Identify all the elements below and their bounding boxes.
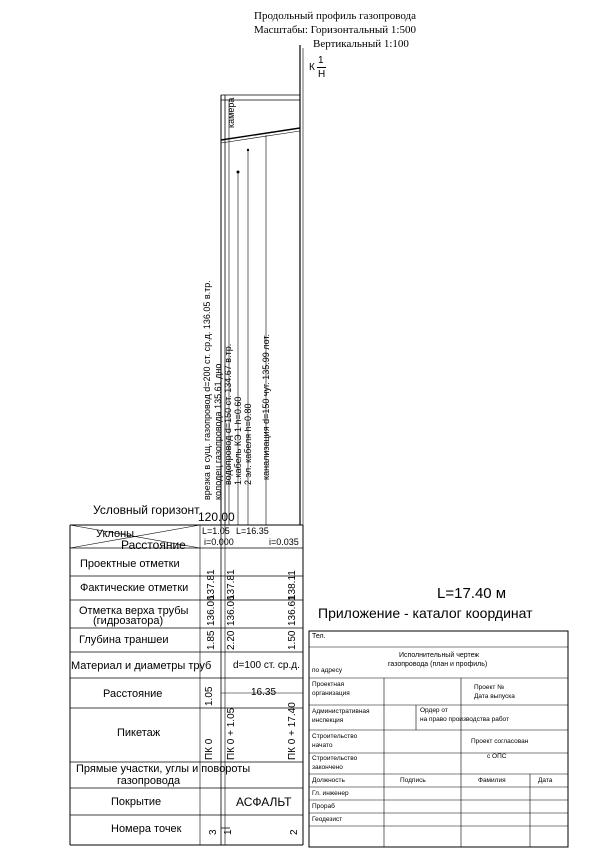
tb-order-1: Ордер от: [420, 707, 448, 714]
tb-admin-1: Административная: [312, 708, 370, 715]
depth-1: 1.85: [206, 630, 217, 650]
row-design-marks: Проектные отметки: [80, 558, 180, 570]
pipe-3: 136.61: [287, 595, 298, 626]
kh-num: 1: [318, 55, 324, 66]
row-slopes: Уклоны: [96, 528, 135, 540]
material-value: d=100 ст. ср.д.: [233, 660, 300, 671]
tb-col-surname: Фамилия: [478, 777, 506, 784]
scale-horizontal: Горизонтальный 1:500: [310, 24, 416, 36]
tb-order-2: на право производства работ: [420, 716, 509, 723]
actual-1: 137.81: [206, 569, 217, 600]
tb-build-end-1: Строительство: [312, 755, 358, 762]
tb-tel: Тел.: [312, 633, 326, 640]
row-actual-marks: Фактические отметки: [80, 582, 189, 594]
row-distance-small: Расстояние: [121, 538, 186, 552]
tb-design-org-2: организация: [312, 690, 350, 697]
annotation-sewer: канализация d=150 чуг. 135.99 лот.: [261, 333, 271, 480]
depth-3: 1.50: [287, 630, 298, 650]
horizon-label: Условный горизонт: [93, 503, 200, 517]
drawing-title: Продольный профиль газопровода: [254, 10, 416, 22]
pk-3: ПК 0 + 17.40: [287, 702, 298, 760]
point-2: 1: [223, 829, 234, 835]
tb-build-start-2: начато: [312, 742, 333, 749]
actual-2: 137.81: [226, 569, 237, 600]
actual-3: 138.11: [287, 570, 298, 600]
row-cover: Покрытие: [111, 796, 162, 808]
total-length: L=17.40 м: [437, 585, 507, 602]
kh-k: К: [309, 62, 315, 73]
slope-l1: L=1.05: [202, 526, 230, 536]
row-trench-depth: Глубина траншеи: [79, 634, 169, 646]
appendix-title: Приложение - каталог координат: [318, 605, 533, 621]
annotation-tap: врезка в сущ. газопровод d=200 ст. ср.д. 136.05 в.тр.: [202, 280, 212, 500]
horizon-value: 120.00: [198, 510, 235, 524]
cover-value: АСФАЛЬТ: [236, 795, 292, 809]
tb-agreed-1: Проект согласован: [471, 738, 529, 745]
tb-exec-title-1: Исполнительный чертеж: [399, 652, 480, 659]
camera-label: камера: [226, 97, 236, 128]
tb-exec-title-2: газопровода (план и профиль): [388, 661, 488, 668]
tb-role-chief-engineer: Гл. инженер: [312, 790, 349, 797]
tb-build-start-1: Строительство: [312, 733, 358, 740]
tb-col-date: Дата: [538, 777, 553, 784]
annotation-water: водопровод d=150 ст. 134.67 в.тр.: [223, 343, 233, 485]
annotation-well: колодец газопровода 135.61 дно: [213, 363, 223, 500]
tb-design-org-1: Проектная: [312, 681, 345, 688]
slope-i1: i=0.000: [204, 537, 234, 547]
slope-l2: L=16.35: [236, 526, 269, 536]
row-straight-1: Прямые участки, углы и повороты: [76, 763, 251, 775]
scale-word: Масштабы:: [254, 24, 308, 36]
pk-2: ПК 0 + 1.05: [226, 707, 237, 760]
tb-col-position: Должность: [312, 777, 345, 784]
row-straight-2: газопровода: [117, 775, 181, 787]
tb-agreed-2: с ОПС: [487, 753, 507, 760]
row-material: Материал и диаметры труб: [71, 660, 212, 672]
kh-den: Н: [318, 69, 326, 80]
dist-1: 1.05: [204, 686, 215, 706]
dist-2: 16.35: [251, 687, 277, 698]
annotation-cable-2: 2 эл. кабеля h=0.80: [243, 403, 253, 485]
tb-build-end-2: закончено: [312, 764, 343, 771]
tb-role-foreman: Прораб: [312, 803, 335, 810]
tb-issue-date: Дата выпуска: [474, 693, 515, 700]
pk-1: ПК 0: [204, 738, 215, 760]
tb-address: по адресу: [312, 667, 343, 674]
slope-i2: i=0.035: [269, 537, 299, 547]
row-point-numbers: Номера точек: [111, 823, 182, 835]
row-pipe-top-1: Отметка верха трубы: [79, 605, 189, 617]
point-3: 2: [289, 829, 300, 835]
annotation-cable-1: 1.кабель КЭ 1 h=0.60: [233, 396, 243, 485]
row-distance: Расстояние: [103, 688, 163, 700]
pipe-2: 136.06: [226, 595, 237, 626]
tb-col-signature: Подпись: [400, 777, 426, 784]
tb-admin-2: инспекция: [312, 717, 344, 724]
pipe-1: 136.06: [206, 595, 217, 626]
tb-role-surveyor: Геодезист: [312, 816, 343, 823]
row-pipe-top-2: (гидрозатора): [93, 615, 164, 627]
point-1: 3: [208, 829, 219, 835]
depth-2: 2.20: [226, 630, 237, 650]
tb-project-no: Проект №: [474, 684, 505, 691]
row-picket: Пикетаж: [117, 727, 161, 739]
scale-vertical: Вертикальный 1:100: [313, 38, 409, 50]
